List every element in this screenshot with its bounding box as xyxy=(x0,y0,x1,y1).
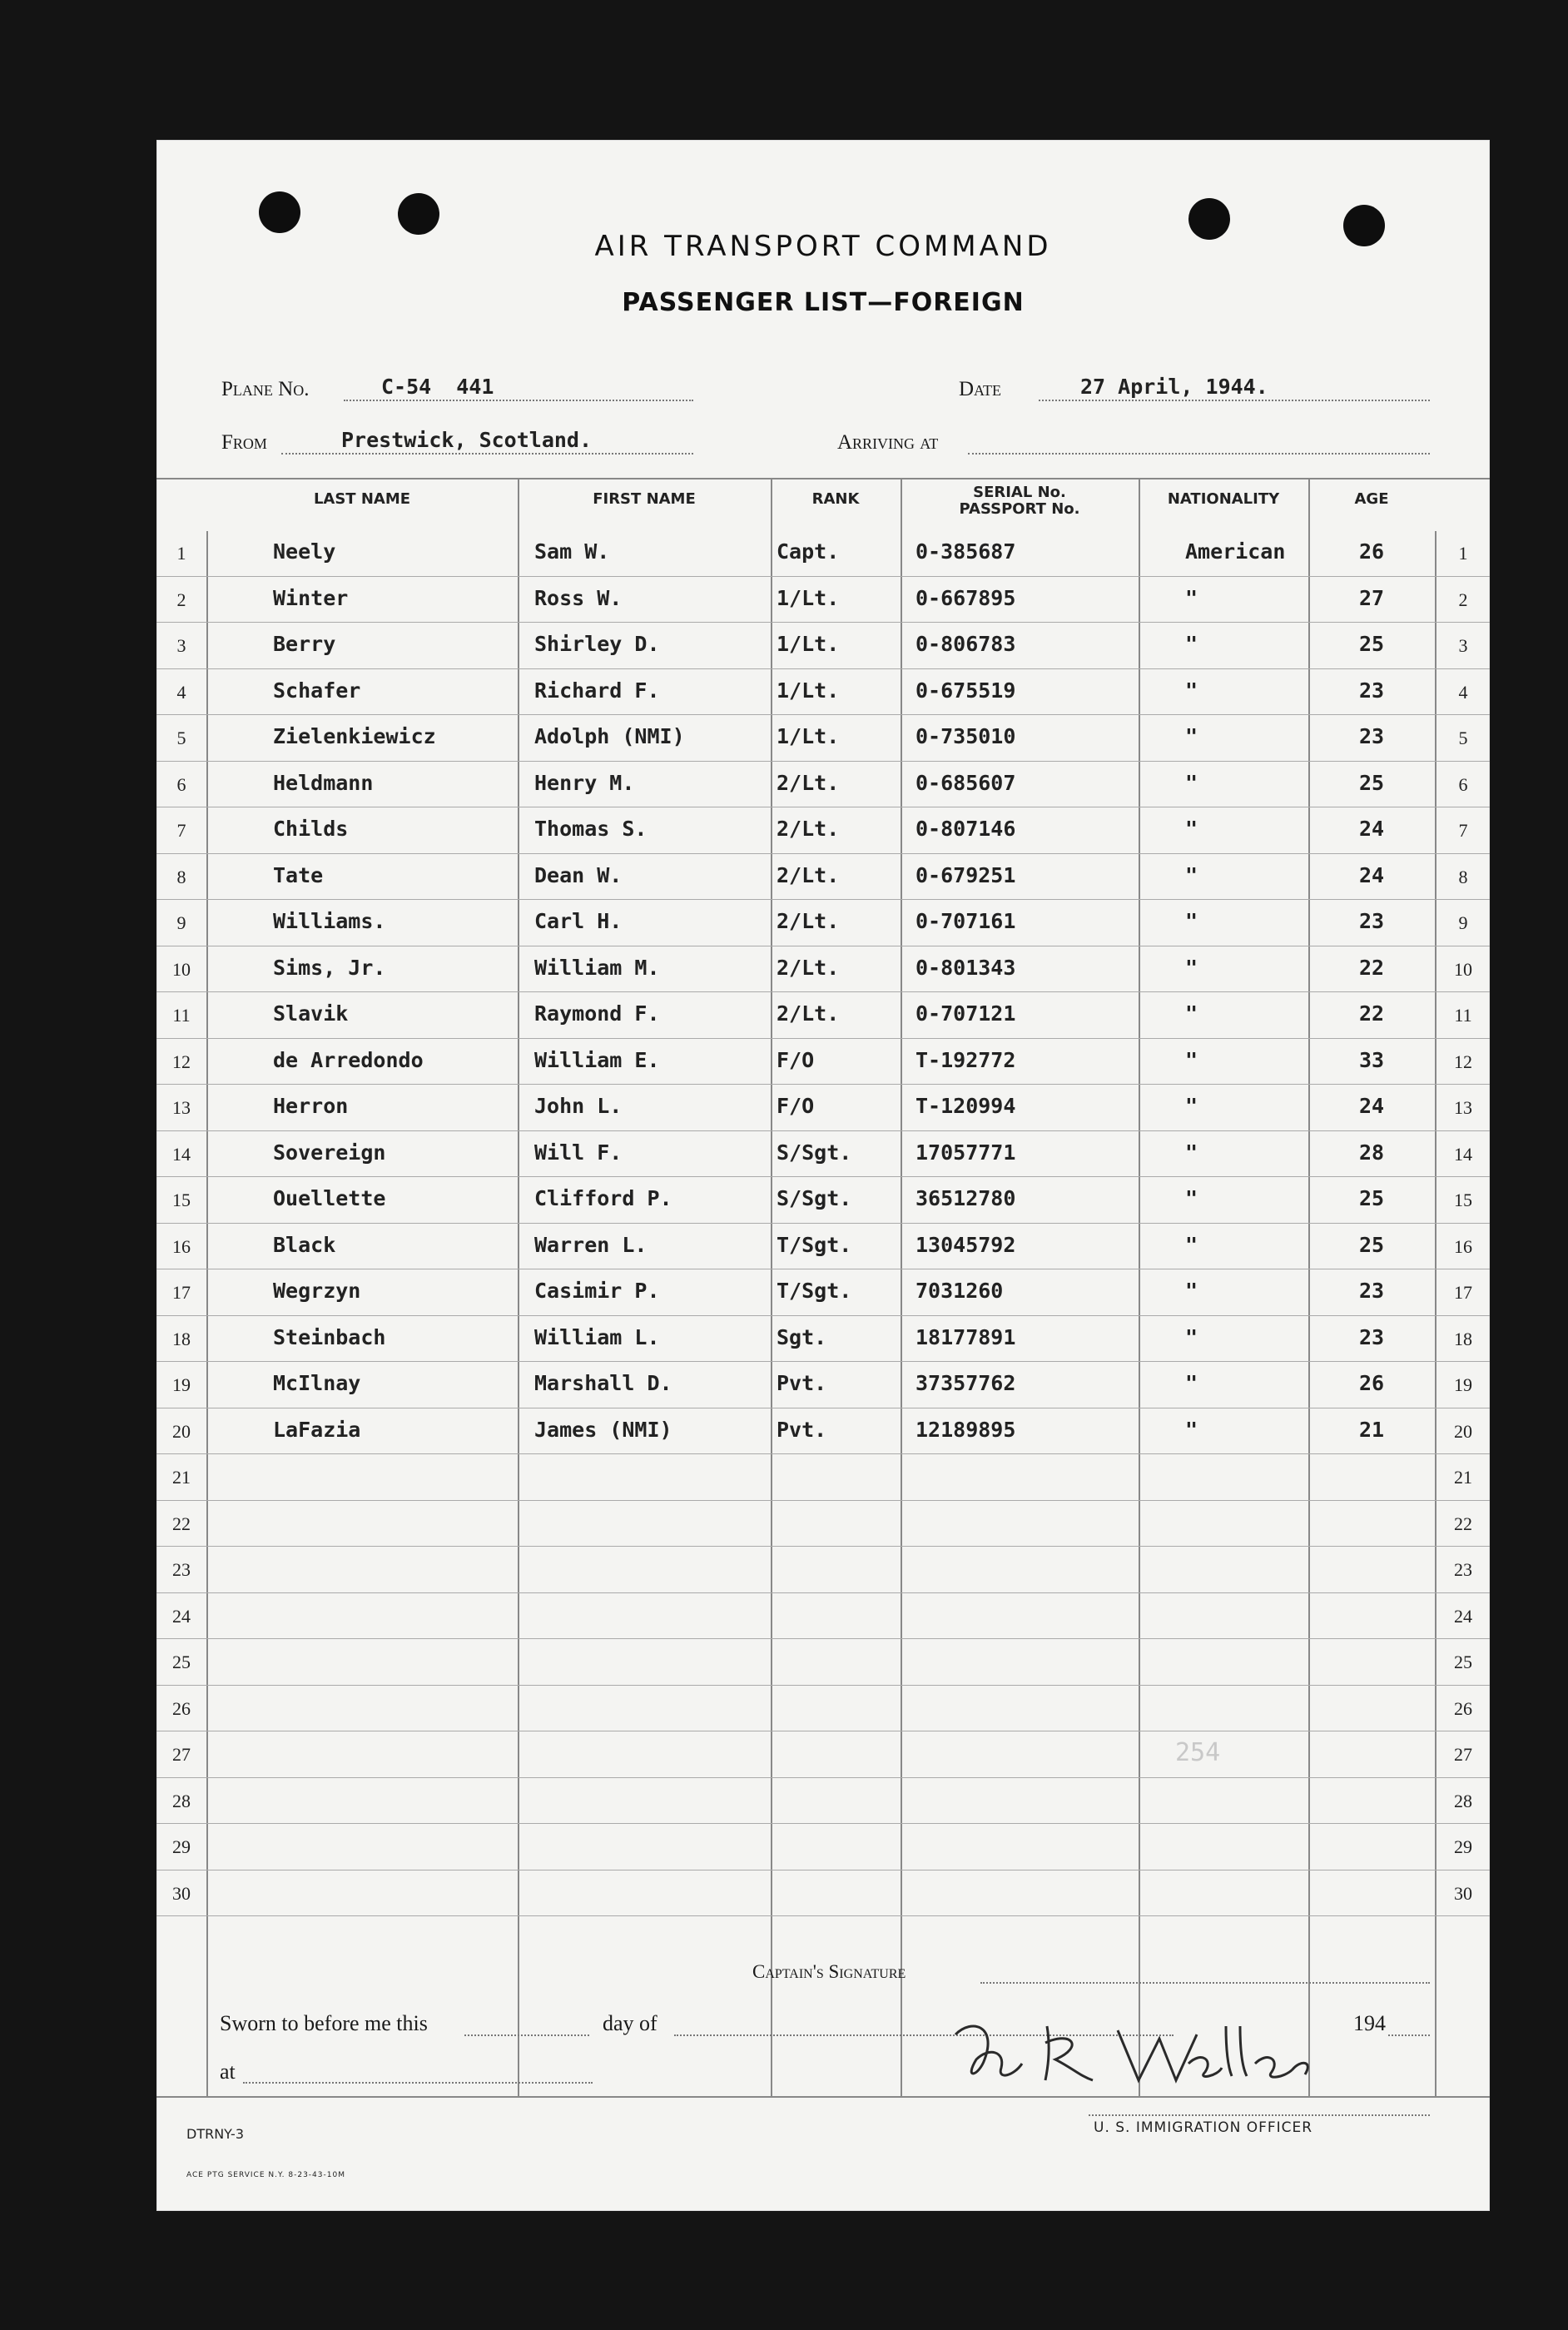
row-number-left: 18 xyxy=(172,1328,191,1349)
cell-rank: Pvt. xyxy=(777,1417,827,1442)
row-rule xyxy=(156,1361,1490,1362)
table-row xyxy=(156,1548,1490,1594)
cell-serial: 18177891 xyxy=(915,1324,1016,1349)
cell-nat: " xyxy=(1185,1001,1198,1026)
officer-line xyxy=(1089,2114,1430,2116)
row-rule xyxy=(156,1592,1490,1593)
cell-first: Thomas S. xyxy=(534,817,648,841)
row-rule xyxy=(156,761,1490,762)
row-number-right: 13 xyxy=(1454,1097,1472,1118)
cell-rank: T/Sgt. xyxy=(777,1279,852,1303)
table-row xyxy=(156,1825,1490,1871)
cell-last: de Arredondo xyxy=(273,1047,424,1072)
cell-serial: 17057771 xyxy=(915,1140,1016,1165)
cell-age: 33 xyxy=(1358,1047,1385,1072)
cell-serial: 37357762 xyxy=(915,1371,1016,1395)
form-subtitle: PASSENGER LIST—FOREIGN xyxy=(622,288,1025,317)
cell-nat: " xyxy=(1185,1371,1198,1395)
officer-signature xyxy=(939,2001,1322,2101)
cell-nat: " xyxy=(1185,724,1198,748)
col-header-rank: RANK xyxy=(811,490,860,508)
row-number-right: 27 xyxy=(1454,1744,1472,1765)
cell-age: 25 xyxy=(1358,1186,1385,1210)
col-header-age: AGE xyxy=(1354,490,1389,508)
at-line xyxy=(243,2082,593,2084)
row-rule xyxy=(156,1777,1490,1778)
table-row xyxy=(156,1732,1490,1779)
row-number-right: 29 xyxy=(1454,1836,1472,1857)
plane-line xyxy=(344,400,693,401)
cell-rank: 2/Lt. xyxy=(777,1001,840,1026)
cell-age: 25 xyxy=(1358,1232,1385,1257)
row-number-right: 1 xyxy=(1458,543,1468,564)
row-number-right: 4 xyxy=(1458,681,1468,703)
row-number-left: 1 xyxy=(176,543,186,564)
row-number-right: 19 xyxy=(1454,1374,1472,1395)
table-row xyxy=(156,578,1490,624)
row-rule xyxy=(156,1823,1490,1824)
year-line xyxy=(1388,2034,1430,2036)
cell-last: Neely xyxy=(273,539,336,564)
cell-rank: 1/Lt. xyxy=(777,632,840,656)
faint-stamp: 254 xyxy=(1175,1738,1221,1767)
cell-last: Slavik xyxy=(273,1001,349,1026)
row-number-left: 28 xyxy=(172,1790,191,1811)
row-number-left: 24 xyxy=(172,1605,191,1627)
cell-nat: " xyxy=(1185,1047,1198,1072)
cell-age: 24 xyxy=(1358,1094,1385,1118)
cell-nat: " xyxy=(1185,1417,1198,1442)
table-row xyxy=(156,1779,1490,1826)
year-label: 194 xyxy=(1353,2011,1386,2035)
cell-first: Richard F. xyxy=(534,678,660,703)
plane-label: Plane No. xyxy=(221,378,310,400)
row-number-right: 12 xyxy=(1454,1051,1472,1072)
cell-rank: F/O xyxy=(777,1047,815,1072)
row-rule xyxy=(156,1546,1490,1547)
table-row xyxy=(156,1409,1490,1456)
table-row xyxy=(156,623,1490,670)
cell-serial: 0-735010 xyxy=(915,724,1016,748)
row-number-left: 19 xyxy=(172,1374,191,1395)
row-rule xyxy=(156,1130,1490,1131)
cell-last: Schafer xyxy=(273,678,361,703)
sworn-label: Sworn to before me this xyxy=(220,2011,428,2035)
cell-rank: S/Sgt. xyxy=(777,1186,852,1210)
cell-age: 23 xyxy=(1358,1279,1385,1303)
cell-last: Sovereign xyxy=(273,1140,386,1165)
table-row xyxy=(156,763,1490,809)
cell-age: 26 xyxy=(1358,1371,1385,1395)
cell-age: 23 xyxy=(1358,678,1385,703)
row-rule xyxy=(156,853,1490,854)
cell-nat: " xyxy=(1185,909,1198,933)
table-row xyxy=(156,808,1490,855)
row-number-right: 14 xyxy=(1454,1143,1472,1165)
row-rule xyxy=(156,1038,1490,1039)
col-header-serial-line2: PASSPORT No. xyxy=(959,500,1080,518)
row-number-left: 26 xyxy=(172,1697,191,1719)
cell-last: Childs xyxy=(273,817,349,841)
cell-nat: " xyxy=(1185,770,1198,795)
row-number-left: 17 xyxy=(172,1282,191,1303)
cell-last: McIlnay xyxy=(273,1371,361,1395)
row-number-left: 23 xyxy=(172,1559,191,1580)
cell-serial: 0-806783 xyxy=(915,632,1016,656)
cell-last: Wegrzyn xyxy=(273,1279,361,1303)
cell-age: 26 xyxy=(1358,539,1385,564)
cell-age: 28 xyxy=(1358,1140,1385,1165)
cell-age: 27 xyxy=(1358,585,1385,610)
cell-rank: 2/Lt. xyxy=(777,862,840,887)
cell-first: Carl H. xyxy=(534,909,623,933)
row-number-left: 20 xyxy=(172,1420,191,1442)
cell-first: James (NMI) xyxy=(534,1417,672,1442)
cell-first: William M. xyxy=(534,955,660,980)
col-header-nationality: NATIONALITY xyxy=(1167,490,1280,508)
cell-nat: American xyxy=(1185,539,1286,564)
row-number-right: 15 xyxy=(1454,1190,1472,1210)
cell-age: 21 xyxy=(1358,1417,1385,1442)
row-rule xyxy=(156,1084,1490,1085)
row-rule xyxy=(156,1915,1490,1916)
cell-age: 22 xyxy=(1358,955,1385,980)
cell-last: LaFazia xyxy=(273,1417,361,1442)
cell-first: Henry M. xyxy=(534,770,635,795)
officer-label: U. S. IMMIGRATION OFFICER xyxy=(1094,2119,1313,2136)
row-rule xyxy=(156,1223,1490,1224)
col-header-serial xyxy=(901,484,1139,518)
date-value: 27 April, 1944. xyxy=(1080,375,1268,399)
table-row xyxy=(156,1040,1490,1086)
row-number-right: 21 xyxy=(1454,1467,1472,1488)
day-of-label: day of xyxy=(603,2011,657,2035)
row-rule xyxy=(156,1176,1490,1177)
cell-nat: " xyxy=(1185,632,1198,656)
table-row xyxy=(156,1086,1490,1132)
row-number-left: 14 xyxy=(172,1143,191,1165)
from-label: From xyxy=(221,431,267,454)
table-row xyxy=(156,531,1490,578)
cell-first: William E. xyxy=(534,1047,660,1072)
cell-serial: 0-679251 xyxy=(915,862,1016,887)
cell-age: 23 xyxy=(1358,909,1385,933)
cell-first: William L. xyxy=(534,1324,660,1349)
row-rule xyxy=(156,1453,1490,1454)
cell-nat: " xyxy=(1185,1094,1198,1118)
cell-first: Casimir P. xyxy=(534,1279,660,1303)
row-number-left: 22 xyxy=(172,1513,191,1534)
cell-rank: 1/Lt. xyxy=(777,585,840,610)
row-number-right: 8 xyxy=(1458,866,1468,887)
cell-serial: 7031260 xyxy=(915,1279,1004,1303)
row-number-left: 4 xyxy=(176,681,186,703)
row-number-right: 30 xyxy=(1454,1882,1472,1904)
cell-rank: 2/Lt. xyxy=(777,817,840,841)
cell-serial: T-120994 xyxy=(915,1094,1016,1118)
row-number-left: 29 xyxy=(172,1836,191,1857)
table-row xyxy=(156,1132,1490,1179)
cell-serial: 0-685607 xyxy=(915,770,1016,795)
cell-first: Shirley D. xyxy=(534,632,660,656)
cell-first: Marshall D. xyxy=(534,1371,672,1395)
cell-serial: 0-707121 xyxy=(915,1001,1016,1026)
row-rule xyxy=(156,668,1490,669)
table-row xyxy=(156,1871,1490,1918)
cell-nat: " xyxy=(1185,1186,1198,1210)
cell-first: Adolph (NMI) xyxy=(534,724,685,748)
arriving-label: Arriving at xyxy=(837,431,939,454)
cell-age: 25 xyxy=(1358,632,1385,656)
cell-first: Will F. xyxy=(534,1140,623,1165)
row-number-right: 23 xyxy=(1454,1559,1472,1580)
cell-rank: F/O xyxy=(777,1094,815,1118)
cell-age: 23 xyxy=(1358,724,1385,748)
row-number-left: 2 xyxy=(176,589,186,610)
row-number-right: 22 xyxy=(1454,1513,1472,1534)
cell-last: Sims, Jr. xyxy=(273,955,386,980)
from-value: Prestwick, Scotland. xyxy=(341,428,593,452)
cell-serial: 0-675519 xyxy=(915,678,1016,703)
table-row xyxy=(156,1455,1490,1502)
cell-age: 25 xyxy=(1358,770,1385,795)
table-row xyxy=(156,1502,1490,1548)
row-number-left: 7 xyxy=(176,820,186,841)
cell-serial: 12189895 xyxy=(915,1417,1016,1442)
cell-age: 23 xyxy=(1358,1324,1385,1349)
row-number-left: 16 xyxy=(172,1235,191,1257)
cell-first: Warren L. xyxy=(534,1232,648,1257)
table-row xyxy=(156,901,1490,947)
row-number-right: 28 xyxy=(1454,1790,1472,1811)
cell-rank: 1/Lt. xyxy=(777,724,840,748)
cell-nat: " xyxy=(1185,1324,1198,1349)
row-number-right: 2 xyxy=(1458,589,1468,610)
cell-rank: Capt. xyxy=(777,539,840,564)
form-title: AIR TRANSPORT COMMAND xyxy=(594,230,1052,263)
row-number-right: 26 xyxy=(1454,1697,1472,1719)
cell-last: Zielenkiewicz xyxy=(273,724,436,748)
row-rule xyxy=(156,576,1490,577)
col-header-serial-line1: SERIAL No. xyxy=(973,484,1066,501)
cell-first: Ross W. xyxy=(534,585,623,610)
punch-hole xyxy=(398,193,439,235)
row-number-left: 13 xyxy=(172,1097,191,1118)
table-row xyxy=(156,993,1490,1040)
cell-last: Tate xyxy=(273,862,324,887)
row-number-right: 20 xyxy=(1454,1420,1472,1442)
table-row xyxy=(156,1225,1490,1271)
table-top-rule xyxy=(156,478,1490,479)
cell-first: Clifford P. xyxy=(534,1186,672,1210)
row-number-right: 25 xyxy=(1454,1652,1472,1672)
row-number-right: 17 xyxy=(1454,1282,1472,1303)
row-number-right: 16 xyxy=(1454,1235,1472,1257)
row-number-right: 24 xyxy=(1454,1605,1472,1627)
cell-first: Raymond F. xyxy=(534,1001,660,1026)
cell-last: Steinbach xyxy=(273,1324,386,1349)
row-number-left: 11 xyxy=(172,1005,191,1026)
row-number-left: 6 xyxy=(176,773,186,795)
cell-last: Heldmann xyxy=(273,770,374,795)
sworn-day-line xyxy=(464,2034,589,2036)
row-rule xyxy=(156,622,1490,623)
row-rule xyxy=(156,899,1490,900)
cell-serial: T-192772 xyxy=(915,1047,1016,1072)
table-row xyxy=(156,1687,1490,1733)
cell-serial: 0-801343 xyxy=(915,955,1016,980)
table-row xyxy=(156,1317,1490,1364)
row-number-right: 6 xyxy=(1458,773,1468,795)
date-label: Date xyxy=(959,378,1002,400)
row-number-right: 9 xyxy=(1458,912,1468,933)
from-line xyxy=(281,453,693,455)
cell-nat: " xyxy=(1185,817,1198,841)
plane-value: C-54 441 xyxy=(381,375,494,399)
cell-rank: 2/Lt. xyxy=(777,955,840,980)
cell-serial: 36512780 xyxy=(915,1186,1016,1210)
cell-rank: S/Sgt. xyxy=(777,1140,852,1165)
at-label: at xyxy=(220,2059,236,2084)
cell-rank: T/Sgt. xyxy=(777,1232,852,1257)
captain-signature-line xyxy=(980,1982,1430,1984)
cell-nat: " xyxy=(1185,1232,1198,1257)
row-number-left: 8 xyxy=(176,866,186,887)
table-row xyxy=(156,1178,1490,1225)
row-number-left: 27 xyxy=(172,1744,191,1765)
cell-last: Herron xyxy=(273,1094,349,1118)
row-number-right: 10 xyxy=(1454,958,1472,980)
cell-last: Winter xyxy=(273,585,349,610)
table-row xyxy=(156,855,1490,902)
cell-serial: 0-667895 xyxy=(915,585,1016,610)
cell-nat: " xyxy=(1185,1140,1198,1165)
row-number-left: 21 xyxy=(172,1467,191,1488)
row-rule xyxy=(156,991,1490,992)
cell-age: 22 xyxy=(1358,1001,1385,1026)
cell-nat: " xyxy=(1185,1279,1198,1303)
cell-rank: Pvt. xyxy=(777,1371,827,1395)
arriving-line xyxy=(968,453,1430,455)
cell-rank: 2/Lt. xyxy=(777,909,840,933)
row-number-left: 5 xyxy=(176,728,186,748)
row-rule xyxy=(156,1500,1490,1501)
row-rule xyxy=(156,1638,1490,1639)
row-number-left: 12 xyxy=(172,1051,191,1072)
row-number-left: 15 xyxy=(172,1190,191,1210)
row-rule xyxy=(156,1685,1490,1686)
table-row xyxy=(156,670,1490,717)
row-number-left: 9 xyxy=(176,912,186,933)
col-header-first: FIRST NAME xyxy=(593,490,696,508)
col-header-last: LAST NAME xyxy=(313,490,411,508)
cell-last: Black xyxy=(273,1232,336,1257)
cell-first: Sam W. xyxy=(534,539,610,564)
table-row xyxy=(156,947,1490,994)
table-row xyxy=(156,716,1490,763)
date-line xyxy=(1039,400,1430,401)
table-row xyxy=(156,1594,1490,1641)
cell-nat: " xyxy=(1185,862,1198,887)
row-number-right: 7 xyxy=(1458,820,1468,841)
row-number-left: 3 xyxy=(176,635,186,656)
cell-serial: 0-385687 xyxy=(915,539,1016,564)
cell-nat: " xyxy=(1185,955,1198,980)
cell-last: Berry xyxy=(273,632,336,656)
passenger-list-form xyxy=(156,140,1490,2211)
cell-last: Williams. xyxy=(273,909,386,933)
cell-nat: " xyxy=(1185,678,1198,703)
captain-signature-label: Captain's Signature xyxy=(752,1961,906,1982)
cell-rank: 2/Lt. xyxy=(777,770,840,795)
cell-last: Ouellette xyxy=(273,1186,386,1210)
form-id: DTRNY-3 xyxy=(186,2126,245,2142)
cell-nat: " xyxy=(1185,585,1198,610)
cell-serial: 0-807146 xyxy=(915,817,1016,841)
cell-rank: Sgt. xyxy=(777,1324,827,1349)
row-number-right: 5 xyxy=(1458,728,1468,748)
row-rule xyxy=(156,714,1490,715)
table-row xyxy=(156,1363,1490,1409)
row-number-right: 11 xyxy=(1454,1005,1472,1026)
cell-serial: 0-707161 xyxy=(915,909,1016,933)
cell-rank: 1/Lt. xyxy=(777,678,840,703)
row-number-left: 25 xyxy=(172,1652,191,1672)
row-number-right: 3 xyxy=(1458,635,1468,656)
row-rule xyxy=(156,1315,1490,1316)
printer-mark: ACE PTG SERVICE N.Y. 8-23-43-10M xyxy=(186,2171,345,2179)
cell-age: 24 xyxy=(1358,862,1385,887)
cell-serial: 13045792 xyxy=(915,1232,1016,1257)
row-number-left: 30 xyxy=(172,1882,191,1904)
table-row xyxy=(156,1270,1490,1317)
cell-first: Dean W. xyxy=(534,862,623,887)
cell-first: John L. xyxy=(534,1094,623,1118)
punch-hole xyxy=(259,191,300,233)
cell-age: 24 xyxy=(1358,817,1385,841)
row-number-right: 18 xyxy=(1454,1328,1472,1349)
table-row xyxy=(156,1640,1490,1687)
row-number-left: 10 xyxy=(172,958,191,980)
